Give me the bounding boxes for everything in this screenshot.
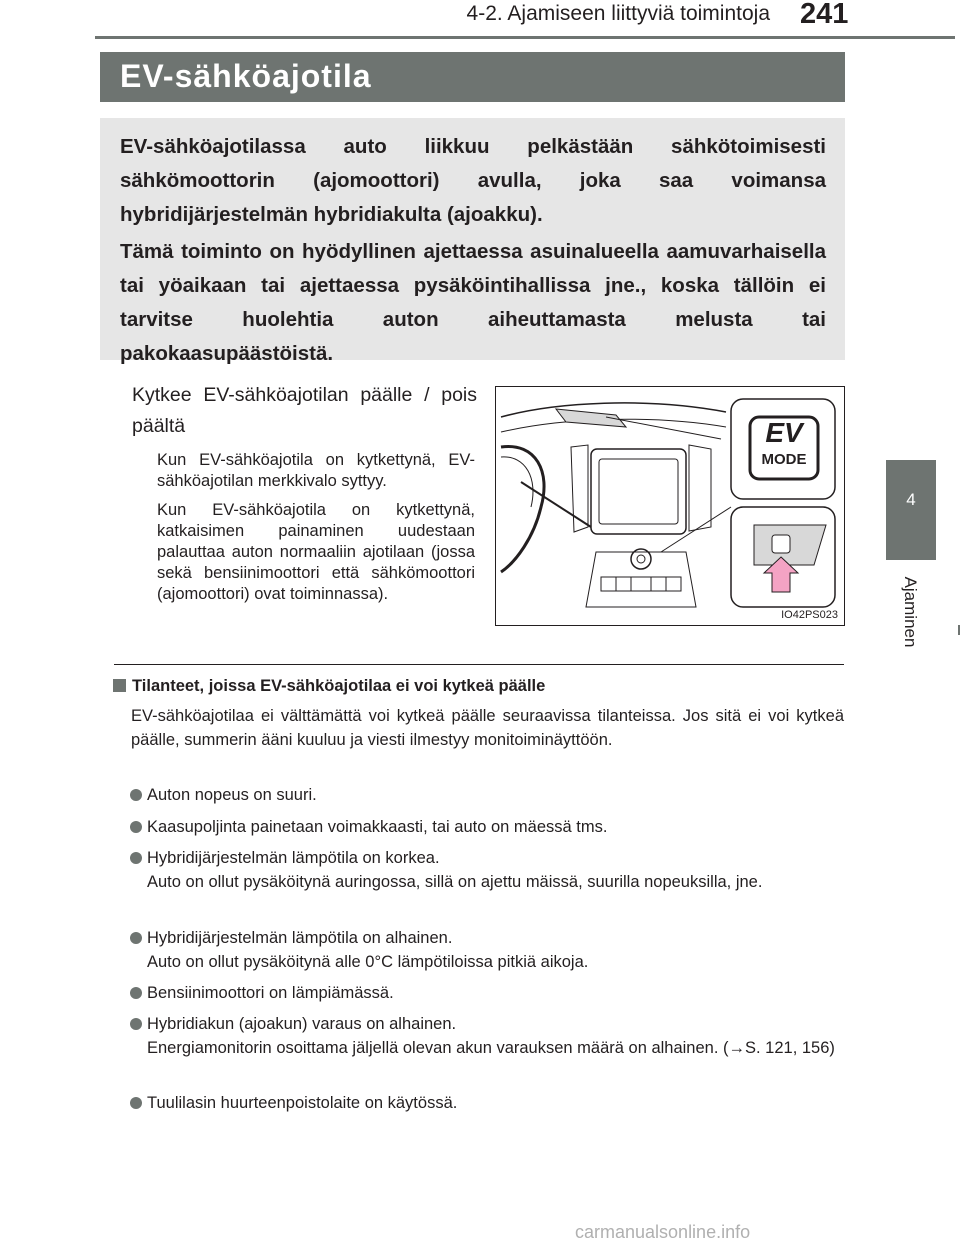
chapter-number: 4 (906, 490, 916, 509)
figure-code: IO42PS023 (781, 609, 838, 621)
header-divider (95, 36, 955, 39)
list-item-text: Hybridiakun (ajoakun) varaus on alhainen. (147, 1015, 457, 1033)
bullet-icon (130, 821, 142, 833)
chapter-title: Ajaminen (901, 576, 920, 648)
list-item-detail: Auto on ollut pysäköitynä auringossa, sillä on ajettu mäissä, suurilla nopeuksilla, jne. (147, 873, 763, 891)
ev-mode-switch-illustration (495, 386, 845, 626)
list-item-text: Tuulilasin huurteenpoistolaite on käytössä. (147, 1094, 458, 1112)
chapter-title-box (885, 570, 935, 660)
intro-paragraph-2: Tämä toiminto on hyödyllinen ajettaessa asuinalueella aamuvarhaisella tai yöaikaan tai ajettaessa pysäköintihallissa jne., koska tällöin ei tarvitse huolehtia auton aiheuttamasta melusta tai pakokaasupäästöistä. (120, 240, 826, 365)
watermark: carmanualsonline.info (575, 1222, 751, 1242)
bullet-icon (130, 852, 142, 864)
list-item-detail: Energiamonitorin osoittama jäljellä olevan akun varauksen määrä on alhainen. (→S. 121, 156) (147, 1039, 835, 1057)
running-header-section: 4-2. Ajamiseen liittyviä toimintoja (466, 2, 770, 25)
bullet-icon (130, 789, 142, 801)
conditions-intro: EV-sähköajotilaa ei välttämättä voi kytkeä päälle seuraavissa tilanteissa. Jos sitä ei voi kytkeä päälle, summerin ääni kuuluu ja viesti ilmestyy monitoiminäyttöön. (131, 707, 844, 749)
list-item-text: Hybridijärjestelmän lämpötila on alhainen. (147, 929, 453, 947)
bullet-icon (130, 932, 142, 944)
list-item-text: Hybridijärjestelmän lämpötila on korkea. (147, 849, 440, 867)
chapter-tab (886, 460, 936, 560)
bullet-icon (130, 1018, 142, 1030)
conditions-heading (113, 677, 545, 696)
title-bar (100, 52, 845, 102)
intro-box (100, 118, 845, 365)
bullet-icon (130, 987, 142, 999)
intro-paragraph-1: EV-sähköajotilassa auto liikkuu pelkästään sähkötoimisesti sähkömoottorin (ajomoottori) avulla, joka saa voimansa hybridijärjestelmän hybridiakulta (ajoakku). (120, 135, 826, 226)
square-bullet-icon (113, 679, 126, 692)
switch-paragraph-1: Kun EV-sähköajotila on kytkettynä, EV-sähköajotilan merkkivalo syttyy. (157, 451, 475, 490)
list-item-detail: Auto on ollut pysäköitynä alle 0°C lämpötiloissa pitkiä aikoja. (147, 953, 589, 971)
list-item-text: Kaasupoljinta painetaan voimakkaasti, tai auto on mäessä tms. (147, 818, 608, 836)
bullet-icon (130, 1097, 142, 1109)
list-item-text: Auton nopeus on suuri. (147, 786, 317, 804)
conditions-heading-text: Tilanteet, joissa EV-sähköajotilaa ei voi kytkeä päälle (132, 677, 546, 695)
section-divider (114, 664, 844, 665)
ev-button-label-bottom: MODE (761, 451, 807, 468)
page-title: EV-sähköajotila (120, 58, 372, 94)
list-item-text: Bensiinimoottori on lämpiämässä. (147, 984, 394, 1002)
switch-paragraph-2: Kun EV-sähköajotila on kytkettynä, katkaisimen painaminen uudestaan palauttaa auton normaaliin ajotilaan (jossa sekä bensiinimoottori että sähkömoottori (ajomoottori) ovat toiminnassa). (157, 501, 475, 603)
switch-heading: Kytkee EV-sähköajotilan päälle / pois päältä (132, 384, 477, 437)
ev-button-label-top: EV (765, 417, 803, 448)
page-number: 241 (800, 0, 849, 30)
